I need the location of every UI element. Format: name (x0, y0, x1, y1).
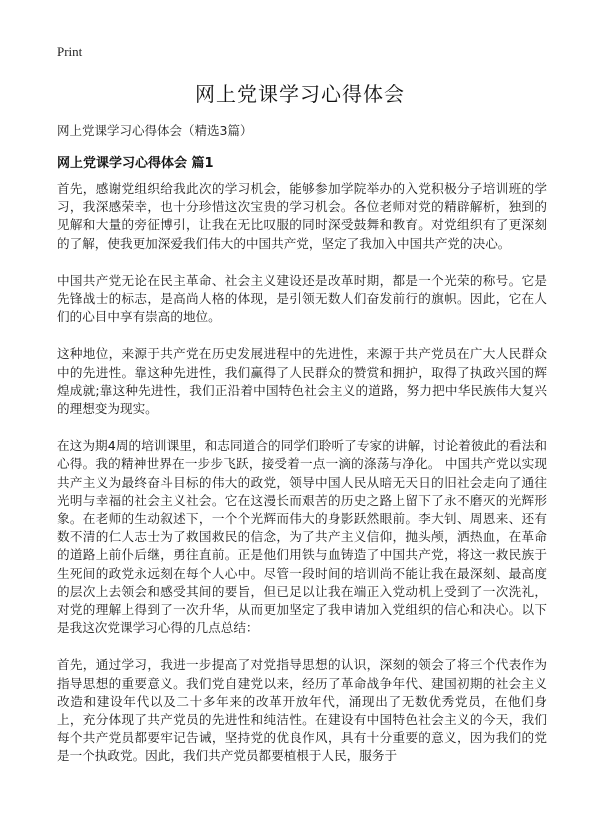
document-body (57, 180, 547, 785)
document-subtitle: 网上党课学习心得体会（精选3篇） (57, 123, 253, 138)
paragraph: 中国共产党无论在民主革命、社会主义建设还是改革时期，都是一个光荣的称号。它是先锋战士的标志，是高尚人格的体现，是引领无数人们奋发前行的旗帜。因此，它在人们的心目中享有崇高的地位。 (57, 272, 547, 325)
page-title: 网上党课学习心得体会 (195, 82, 405, 106)
paragraph: 首先，通过学习，我进一步提高了对党指导思想的认识，深刻的领会了将三个代表作为指导思想的重要意义。我们党自建党以来，经历了革命战争年代、建国初期的社会主义改造和建设年代以及二十多年来的改革开放年代，涌现出了无数优秀党员，在他们身上，充分体现了共产党员的先进性和纯洁性。在建设有中国特色社会主义的今天，我们每个共产党员都要牢记告诫，坚持党的优良作风，具有十分重要的意义，因为我们的党是一个执政党。因此，我们共产党员都要植根于人民，服务于 (57, 657, 547, 764)
paragraph: 在这为期4周的培训课里，和志同道合的同学们聆听了专家的讲解，讨论着彼此的看法和心得。我的精神世界在一步步飞跃，接受着一点一滴的涤荡与净化。 中国共产党以实现共产主义为最终奋斗目标的伟大的政党，领导中国人民从暗无天日的旧社会走向了通往光明与幸福的社会主义社会。它在这漫长而艰苦的历史之路上留下了永不磨灭的光辉形象。在老师的生动叙述下，一个个光辉而伟大的身影跃然眼前。李大钊、周恩来、还有数不清的仁人志士为了救国救民的信念，为了共产主义信仰，抛头颅，洒热血，在革命的道路上前仆后继，勇往直前。正是他们用铁与血铸造了中国共产党，将这一救民族于生死间的政党永远刻在每个人心中。尽管一段时间的培训尚不能让我在最深刻、最高度的层次上去领会和感受其间的要旨，但已足以让我在端正入党动机上受到了一次洗礼，对党的理解上得到了一次升华，从而更加坚定了我申请加入党组织的信心和决心。以下是我这次党课学习心得的几点总结： (57, 438, 547, 636)
section-heading: 网上党课学习心得体会 篇1 (57, 156, 214, 171)
paragraph: 首先，感谢党组织给我此次的学习机会，能够参加学院举办的入党积极分子培训班的学习，我深感荣幸，也十分珍惜这次宝贵的学习机会。各位老师对党的精辟解析，独到的见解和大量的旁征博引，让我在无比叹服的同时深受鼓舞和教育。对党组织有了更深刻的了解，使我更加深爱我们伟大的中国共产党，坚定了我加入中国共产党的决心。 (57, 181, 547, 251)
print-link[interactable]: Print (57, 44, 83, 59)
paragraph: 这种地位，来源于共产党在历史发展进程中的先进性，来源于共产党员在广大人民群众中的先进性。靠这种先进性，我们赢得了人民群众的赞赏和拥护，取得了执政兴国的辉煌成就;靠这种先进性，我们正沿着中国特色社会主义的道路，努力把中华民族伟大复兴的理想变为现实。 (57, 346, 547, 417)
